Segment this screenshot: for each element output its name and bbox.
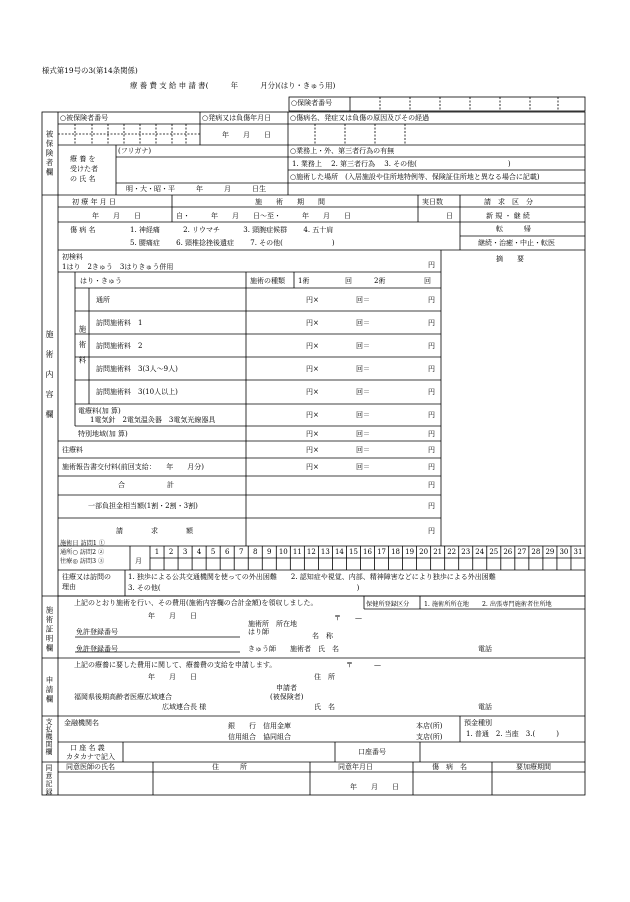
calendar-day[interactable]: 7 (238, 548, 244, 556)
reason-label-2: 理由 (62, 583, 76, 591)
registration-type-1[interactable]: 1. 施術所所在地 (424, 601, 469, 608)
applicant-address-label: 住 所 (314, 673, 335, 681)
fee-row-label: 訪問施術料 2 (96, 342, 143, 350)
accident-label: ○業務上・外、第三者行為の有無 (290, 147, 395, 155)
calendar-day[interactable]: 4 (196, 548, 202, 556)
application-date[interactable]: 年 月 日 (148, 673, 197, 681)
report-fee-label: 施術報告書交付料(前回支給： 年 月分) (62, 463, 204, 471)
calendar-day[interactable]: 18 (391, 548, 401, 556)
calendar-day[interactable]: 16 (363, 548, 372, 556)
fee-row-eq: 回＝ (356, 365, 370, 373)
consent-section-label: 同意記録 (45, 764, 53, 796)
application-statement: 上記の療養に要した費用に関して、療養費の支給を申請します。 (74, 661, 277, 669)
calendar-day[interactable]: 21 (433, 548, 443, 556)
fee-row-yen: 円 (428, 342, 435, 350)
calendar-day[interactable]: 17 (377, 548, 386, 556)
initial-fee-options[interactable]: 1はり 2きゅう 3はりきゅう併用 (62, 263, 174, 271)
treatment-fee-label: 施術料 (78, 325, 87, 372)
calendar-day[interactable]: 9 (267, 548, 272, 556)
accident-options[interactable]: 1. 業務上 2. 第三者行為 3. その他( ) (292, 160, 511, 168)
branch-sub[interactable]: 支店(所) (416, 733, 443, 741)
first-date-label: 初 療 年 月 日 (72, 198, 116, 206)
clinic-postal[interactable]: 〒 — (334, 614, 362, 622)
type-label: 施術の種類 (250, 277, 285, 285)
practitioner-name-label: 施術者 氏 名 (290, 645, 339, 653)
special-area-eq: 回＝ (356, 430, 370, 438)
fee-row-mult: 円× (306, 342, 319, 350)
total-label: 合 計 (118, 481, 174, 489)
deposit-type-label: 預金種別 (464, 719, 492, 727)
calendar-day[interactable]: 3 (182, 548, 188, 556)
calendar-day[interactable]: 14 (334, 548, 344, 556)
fee-row-eq: 回＝ (356, 342, 370, 350)
reason-option-2[interactable]: 3. その他( ) (128, 584, 360, 592)
copay-yen: 円 (428, 502, 435, 510)
union-name: 福岡県後期高齢者医療広域連合 (74, 693, 172, 701)
bank-types-1[interactable]: 銀 行 信用金庫 (228, 722, 291, 730)
copay-label: 一部負担金相当額(1割・2割・3割) (88, 502, 198, 510)
fee-row-eq: 回＝ (356, 319, 370, 327)
patient-label-1: 療 養 を (70, 155, 96, 163)
special-area-label: 特別地域(加 算) (78, 430, 128, 438)
calendar-day[interactable]: 20 (419, 548, 429, 556)
fee-row-yen: 円 (428, 365, 435, 373)
bank-name-label: 金融機関名 (64, 719, 99, 727)
union-head: 広域連合長 様 (162, 703, 207, 711)
fee-row-eq: 回＝ (356, 296, 370, 304)
insured-section-label: 被保険者欄 (45, 130, 54, 178)
calendar-day[interactable]: 2 (168, 548, 174, 556)
disease-options-2[interactable]: 5. 腰痛症 6. 頸椎捻挫後遺症 7. その他( ) (130, 239, 335, 247)
period-label: 施 術 期 間 (255, 198, 325, 206)
period-value[interactable]: 自・ 年 月 日〜至・ 年 月 日 (176, 212, 351, 220)
calendar-day[interactable]: 10 (278, 548, 288, 556)
calendar-legend-2: 通所○ 訪問2 ② (60, 549, 105, 556)
account-holder-label: 口 座 名 義 (70, 744, 105, 752)
onset-date-value[interactable]: 年 月 日 (222, 131, 271, 139)
electro-label: 電療料(加 算) (78, 407, 121, 415)
initial-fee-label: 初検料 (62, 253, 83, 261)
disease-label: 傷 病 名 (70, 226, 96, 234)
one-art-label: 1術 (298, 277, 310, 285)
calendar-day[interactable]: 23 (461, 548, 471, 556)
report-fee-eq: 回＝ (356, 463, 370, 471)
calendar-day[interactable]: 29 (545, 548, 555, 556)
clinic-address-label: 施術所 所在地 (248, 620, 297, 628)
facility-label: ○施術した場所 (入居施設や住所地特例等、保険証住所地と異なる場合に記載) (290, 173, 540, 181)
registration-type-2[interactable]: 2. 出張専門施術者住所地 (482, 601, 552, 608)
fee-row-mult: 円× (306, 296, 319, 304)
application-section-label: 申請欄 (45, 676, 54, 705)
first-date-value[interactable]: 年 月 日 (92, 212, 141, 220)
calendar-day[interactable]: 24 (475, 548, 485, 556)
applicant-phone-label: 電話 (478, 703, 492, 711)
applicant-sublabel: (被保険者) (270, 693, 304, 701)
deposit-type-options[interactable]: 1. 普通 2. 当座 3.( ) (466, 730, 559, 738)
fee-row-label: 訪問施術料 3(3人〜9人) (96, 365, 178, 373)
practitioner-phone-label: 電話 (478, 645, 492, 653)
treatment-section-label: 施術内容欄 (45, 330, 54, 430)
insurer-number-label: ○保険者番号 (291, 99, 333, 107)
form-number: 様式第19号の3(第14条関係) (42, 66, 138, 75)
calendar-day[interactable]: 26 (503, 548, 513, 556)
total-yen: 円 (428, 481, 435, 489)
applicant-postal[interactable]: 〒 — (346, 661, 381, 669)
kyu-registration-label: 免許登録番号 (76, 645, 118, 653)
practitioner-section-label: 施術証明欄 (45, 606, 54, 654)
branch-main[interactable]: 本店(所) (416, 722, 443, 730)
disease-options-1[interactable]: 1. 神経痛 2. リウマチ 3. 頸腕症候群 4. 五十肩 (130, 226, 334, 234)
clinic-name-label: 名 称 (312, 632, 333, 640)
report-fee-yen: 円 (428, 463, 435, 471)
travel-fee-label: 往療料 (62, 446, 83, 454)
practitioner-statement: 上記のとおり施術を行い、その費用(施術内容欄の合計金額)を領収しました。 (74, 599, 318, 607)
fee-row-yen: 円 (428, 319, 435, 327)
consent-period-label: 要加療期間 (516, 763, 551, 771)
report-fee-mult: 円× (306, 463, 319, 471)
calendar-day[interactable]: 22 (447, 548, 457, 556)
days-unit: 日 (446, 212, 453, 220)
insured-number-label: ○被保険者番号 (60, 114, 109, 122)
reason-label-1: 往療又は訪問の (62, 573, 111, 581)
fee-row-yen: 円 (428, 296, 435, 304)
fee-row-mult: 円× (306, 319, 319, 327)
calendar-day[interactable]: 11 (292, 548, 302, 556)
fee-row-label: 通所 (96, 296, 110, 304)
calendar-day[interactable]: 31 (573, 548, 583, 556)
days-label: 実日数 (422, 198, 443, 206)
onset-date-label: ○発病又は負傷年月日 (202, 114, 272, 122)
calendar-day[interactable]: 12 (306, 548, 316, 556)
claim-amount-yen: 円 (428, 527, 435, 535)
outcome-label: 転 帰 (496, 225, 531, 233)
electro-yen: 円 (428, 411, 435, 419)
consent-disease-label: 傷 病 名 (432, 763, 467, 771)
remarks-label: 摘 要 (496, 255, 524, 263)
cause-label: ○傷病名、発症又は負傷の原因及びその経過 (290, 114, 430, 122)
calendar-day[interactable]: 6 (224, 548, 230, 556)
electro-eq: 回＝ (356, 411, 370, 419)
claim-type-label: 請 求 区 分 (484, 198, 533, 206)
patient-label-2: 受けた者 (70, 165, 98, 173)
calendar-day[interactable]: 25 (489, 548, 499, 556)
consent-address-label: 住 所 (212, 763, 247, 771)
calendar-day[interactable]: 5 (210, 548, 216, 556)
calendar-day[interactable]: 15 (348, 548, 358, 556)
form-title: 療 養 費 支 給 申 請 書( 年 月分)(はり・きゅう用) (130, 81, 336, 90)
hari-registration-label: 免許登録番号 (76, 628, 118, 636)
dob-field[interactable]: 明・大・昭・平 年 月 日生 (126, 185, 266, 193)
two-art-label: 2術 (374, 277, 386, 285)
claim-amount-label: 請 求 額 (116, 527, 193, 535)
harikyu-label: はり・きゅう (80, 277, 122, 285)
claim-type-value[interactable]: 新 規 ・ 継 続 (486, 212, 530, 220)
account-holder-note: カタカナで記入 (66, 753, 115, 761)
reason-option-1[interactable]: 1. 独歩による公共交通機関を使っての外出困難 2. 認知症や視覚、内部、精神障害などにより独歩による外出困難 (128, 573, 496, 581)
bank-types-2[interactable]: 信用組合 協同組合 (228, 733, 291, 741)
calendar-day[interactable]: 28 (531, 548, 541, 556)
electro-options[interactable]: 1電気針 2電気温灸器 3電気光線器具 (90, 416, 216, 424)
calendar-day[interactable]: 19 (405, 548, 415, 556)
fee-row-label: 訪問施術料 3(10人以上) (96, 388, 178, 396)
calendar-day[interactable]: 27 (517, 548, 527, 556)
one-art-times: 回 (345, 277, 352, 285)
fee-row-mult: 円× (306, 388, 319, 396)
fee-row-yen: 円 (428, 388, 435, 396)
account-number-label: 口座番号 (358, 748, 386, 756)
calendar-legend-1: 施術日 訪問1 ① (60, 540, 105, 547)
calendar-day[interactable]: 8 (253, 548, 258, 556)
travel-fee-eq: 回＝ (356, 446, 370, 454)
special-area-yen: 円 (428, 430, 435, 438)
consent-date-value[interactable]: 年 月 日 (350, 783, 399, 791)
calendar-day[interactable]: 30 (559, 548, 569, 556)
travel-fee-mult: 円× (306, 446, 319, 454)
patient-label-3: の 氏 名 (70, 175, 96, 183)
calendar-day[interactable]: 13 (320, 548, 330, 556)
applicant-label: 申請者 (276, 684, 297, 692)
kyu-shi-label: きゅう師 (248, 645, 276, 653)
calendar-month: 月 (135, 557, 142, 565)
travel-fee-yen: 円 (428, 446, 435, 454)
fee-row-label: 訪問施術料 1 (96, 319, 143, 327)
electro-mult: 円× (306, 411, 319, 419)
furigana-label: (フリガナ) (118, 147, 152, 155)
two-art-times: 回 (424, 277, 431, 285)
fee-row-mult: 円× (306, 365, 319, 373)
initial-fee-yen: 円 (428, 261, 435, 269)
calendar-day[interactable]: 1 (154, 548, 160, 556)
consent-doctor-label: 同意医師の氏名 (66, 763, 115, 771)
fee-row-eq: 回＝ (356, 388, 370, 396)
consent-date-label: 同意年月日 (338, 763, 373, 771)
practitioner-date[interactable]: 年 月 日 (148, 612, 197, 620)
applicant-name-label: 氏 名 (314, 703, 335, 711)
hari-shi-label: はり師 (248, 628, 269, 636)
registration-type-label: 保健所登録区分 (366, 601, 410, 608)
outcome-value[interactable]: 継続・治癒・中止・転医 (478, 239, 555, 247)
payment-section-label: 支払機関欄 (45, 718, 53, 756)
special-area-mult: 円× (306, 430, 319, 438)
calendar-legend-3: 往療◎ 訪問3 ③ (60, 558, 105, 565)
